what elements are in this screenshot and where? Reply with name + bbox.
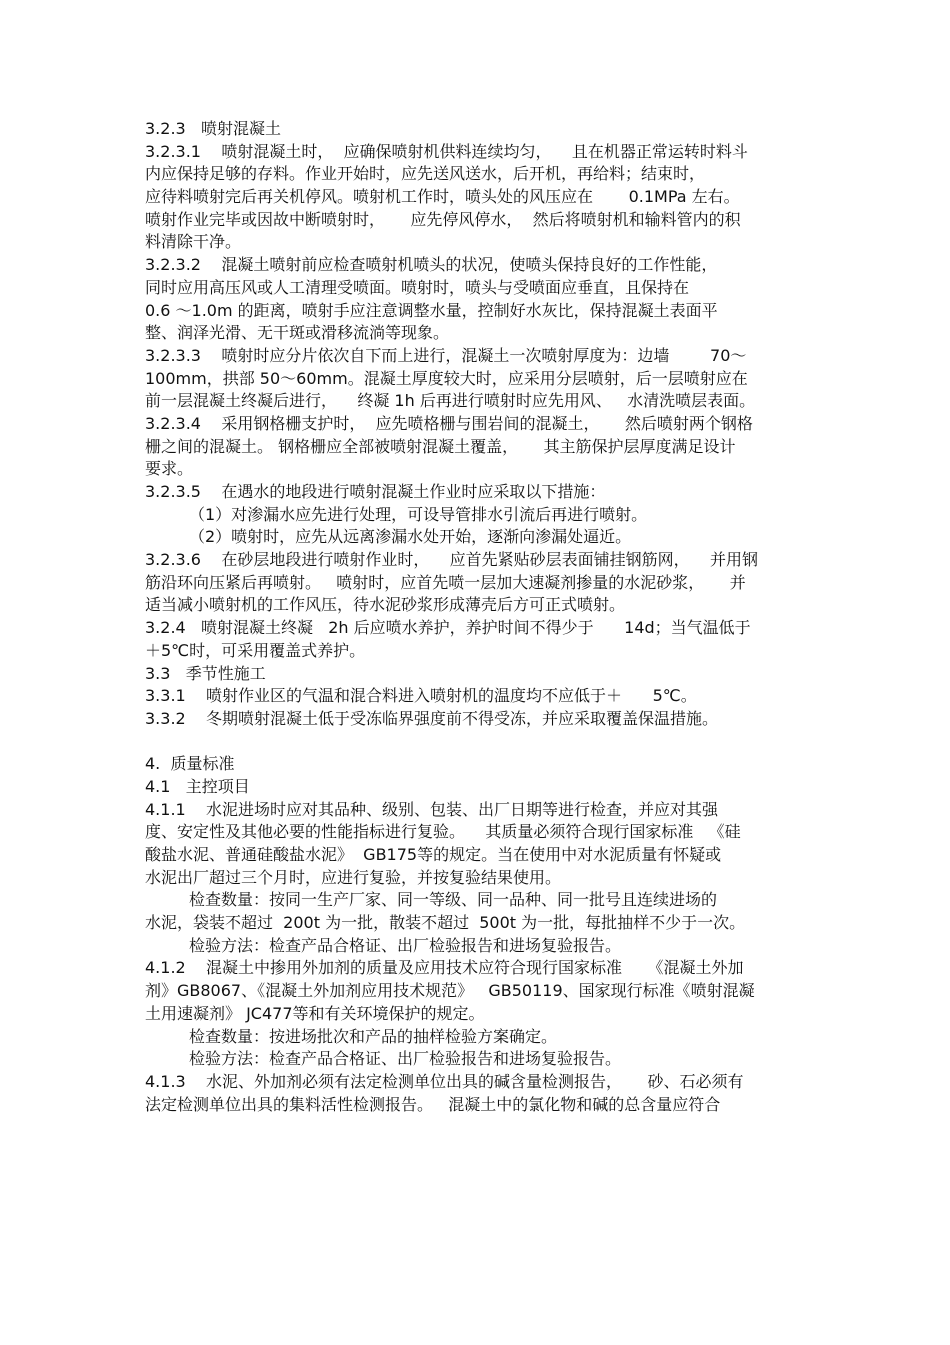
text-line: 水泥出厂超过三个月时，应进行复验，并按复验结果使用。 xyxy=(145,867,562,887)
text-line: 3.2.3.3 喷射时应分片依次自下而上进行，混凝土一次喷射厚度为：边墙 70～ xyxy=(145,345,747,365)
text-line: 前一层混凝土终凝后进行， 终凝 1h 后再进行喷射时应先用风、 水清洗喷层表面。 xyxy=(145,391,756,411)
text-line: 酸盐水泥、普通硅酸盐水泥》 GB175等的规定。当在使用中对水泥质量有怀疑或 xyxy=(145,845,722,864)
text-line: 应待料喷射完后再关机停风。喷射机工作时，喷头处的风压应在 0.1MPa 左右。 xyxy=(145,187,740,207)
text-line: 剂》GB8067、《混凝土外加剂应用技术规范》 GB50119、国家现行标准《喷射混凝 xyxy=(145,981,755,1001)
document-body xyxy=(145,118,815,1116)
text-line: 3.3.2 冬期喷射混凝土低于受冻临界强度前不得受冻，并应采取覆盖保温措施。 xyxy=(145,708,719,728)
text-line: 3.2.3.5 在遇水的地段进行喷射混凝土作业时应采取以下措施： xyxy=(145,482,606,501)
text-line: 4.1.1 水泥进场时应对其品种、级别、包装、出厂日期等进行检查，并应对其强 xyxy=(145,799,719,819)
text-line: 3.2.3.2 混凝土喷射前应检查喷射机喷头的状况，使喷头保持良好的工作性能， xyxy=(145,255,718,275)
text-line: 0.6 ～1.0m 的距离，喷射手应注意调整水量，控制好水灰比，保持混凝土表面平 xyxy=(145,300,718,320)
text-line: 适当减小喷射机的工作风压，待水泥砂浆形成薄壳后方可正式喷射。 xyxy=(145,595,626,615)
text-line: 要求。 xyxy=(145,459,194,479)
text-line: 4.1.3 水泥、外加剂必须有法定检测单位出具的碱含量检测报告， 砂、石必须有 xyxy=(145,1071,744,1091)
text-line: 土用速凝剂》 JC477等和有关环境保护的规定。 xyxy=(145,1003,485,1023)
text-line: 检查数量：按进场批次和产品的抽样检验方案确定。 xyxy=(189,1026,558,1046)
text-line: 检验方法：检查产品合格证、出厂检验报告和进场复验报告。 xyxy=(189,935,622,955)
text-line: 4. 质量标准 xyxy=(145,754,235,774)
text-line: 4.1 主控项目 xyxy=(145,776,250,796)
blank-line xyxy=(145,731,815,754)
text-line: 整、润泽光滑、无干斑或滑移流淌等现象。 xyxy=(145,323,450,343)
text-line: 检验方法：检查产品合格证、出厂检验报告和进场复验报告。 xyxy=(189,1049,622,1069)
text-line: 同时应用高压风或人工清理受喷面。喷射时，喷头与受喷面应垂直，且保持在 xyxy=(145,277,690,297)
text-line: 3.3 季节性施工 xyxy=(145,663,266,683)
text-line: 3.2.3 喷射混凝土 xyxy=(145,119,281,138)
text-line: （2）喷射时，应先从远离渗漏水处开始，逐渐向渗漏处逼近。 xyxy=(189,527,632,547)
text-line: 水泥，袋装不超过 200t 为一批，散装不超过 500t 为一批，每批抽样不少于一次。 xyxy=(145,913,746,933)
text-line: 检查数量：按同一生产厂家、同一等级、同一品种、同一批号且连续进场的 xyxy=(189,890,718,910)
text-line: 100mm，拱部 50～60mm。混凝土厚度较大时，应采用分层喷射，后一层喷射应在 xyxy=(145,368,748,388)
text-line: 筋沿环向压紧后再喷射。 喷射时，应首先喷一层加大速凝剂掺量的水泥砂浆， 并 xyxy=(145,572,746,592)
text-line: 4.1.2 混凝土中掺用外加剂的质量及应用技术应符合现行国家标准 《混凝土外加 xyxy=(145,958,744,978)
text-line: 栅之间的混凝土。 钢格栅应全部被喷射混凝土覆盖， 其主筋保护层厚度满足设计 xyxy=(145,436,736,456)
text-line: （1）对渗漏水应先进行处理，可设导管排水引流后再进行喷射。 xyxy=(189,504,648,524)
text-line: 喷射作业完毕或因故中断喷射时， 应先停风停水， 然后将喷射机和输料管内的积 xyxy=(145,209,741,229)
text-line: 3.2.3.6 在砂层地段进行喷射作业时， 应首先紧贴砂层表面铺挂钢筋网， 并用钢 xyxy=(145,550,759,570)
text-line: 3.2.3.1 喷射混凝土时， 应确保喷射机供料连续均匀， 且在机器正常运转时料斗 xyxy=(145,141,748,161)
text-line: 料清除干净。 xyxy=(145,232,242,252)
text-line: 3.2.3.4 采用钢格栅支护时， 应先喷格栅与围岩间的混凝土， 然后喷射两个钢格 xyxy=(145,413,753,433)
text-line: 3.2.4 喷射混凝土终凝 2h 后应喷水养护，养护时间不得少于 14d；当气温低于 xyxy=(145,618,751,638)
text-line: 内应保持足够的存料。作业开始时，应先送风送水，后开机，再给料；结束时， xyxy=(145,164,706,184)
text-line: 3.3.1 喷射作业区的气温和混合料进入喷射机的温度均不应低于＋ 5℃。 xyxy=(145,686,697,706)
text-line: 法定检测单位出具的集料活性检测报告。 混凝土中的氯化物和碱的总含量应符合 xyxy=(145,1094,721,1114)
text-line: ＋5℃时，可采用覆盖式养护。 xyxy=(145,640,366,660)
text-line: 度、安定性及其他必要的性能指标进行复验。 其质量必须符合现行国家标准 《硅 xyxy=(145,822,741,842)
